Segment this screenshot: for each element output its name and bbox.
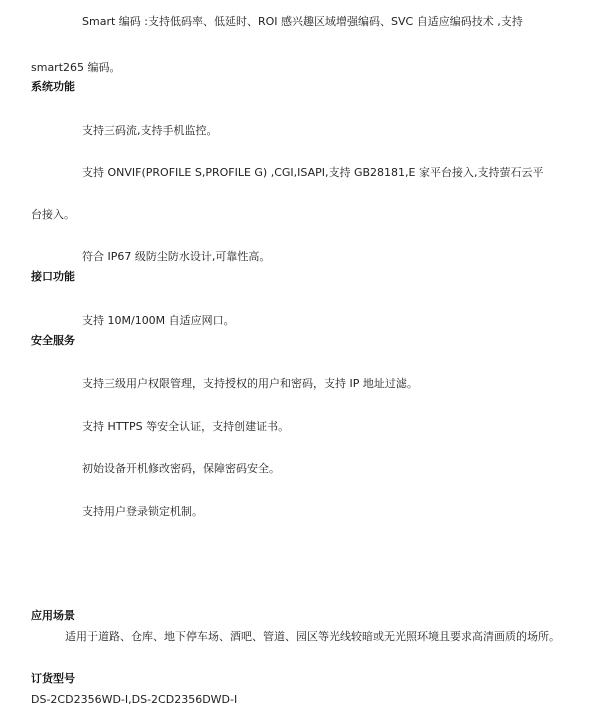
interface-function-item-1: 支持 10M/100M 自适应网口。 [82,314,235,327]
order-model-heading: 订货型号 [31,672,75,685]
interface-function-heading: 接口功能 [31,270,75,283]
system-function-item-1: 支持三码流,支持手机监控。 [82,124,218,137]
security-service-item-3: 初始设备开机修改密码，保障密码安全。 [82,462,280,475]
smart-encoding-line-2: smart265 编码。 [31,61,121,74]
system-function-item-2-line-2: 台接入。 [31,208,75,221]
smart-encoding-line-1: Smart 编码 :支持低码率、低延时、ROI 感兴趣区域增强编码、SVC 自适应编码技术 ,支持 [82,15,523,28]
system-function-heading: 系统功能 [31,80,75,93]
application-text: 适用于道路、仓库、地下停车场、酒吧、管道、园区等光线较暗或无光照环境且要求高清画质的场所。 [65,630,560,643]
system-function-item-3: 符合 IP67 级防尘防水设计,可靠性高。 [82,250,271,263]
application-heading: 应用场景 [31,609,75,622]
security-service-item-4: 支持用户登录锁定机制。 [82,505,203,518]
security-service-heading: 安全服务 [31,334,75,347]
order-model-list: DS-2CD2356WD-I,DS-2CD2356DWD-I [31,693,238,706]
system-function-item-2-line-1: 支持 ONVIF(PROFILE S,PROFILE G) ,CGI,ISAPI,支持 GB28181,E 家平台接入,支持萤石云平 [82,166,544,179]
security-service-item-2: 支持 HTTPS 等安全认证，支持创建证书。 [82,420,290,433]
security-service-item-1: 支持三级用户权限管理，支持授权的用户和密码，支持 IP 地址过滤。 [82,377,418,390]
